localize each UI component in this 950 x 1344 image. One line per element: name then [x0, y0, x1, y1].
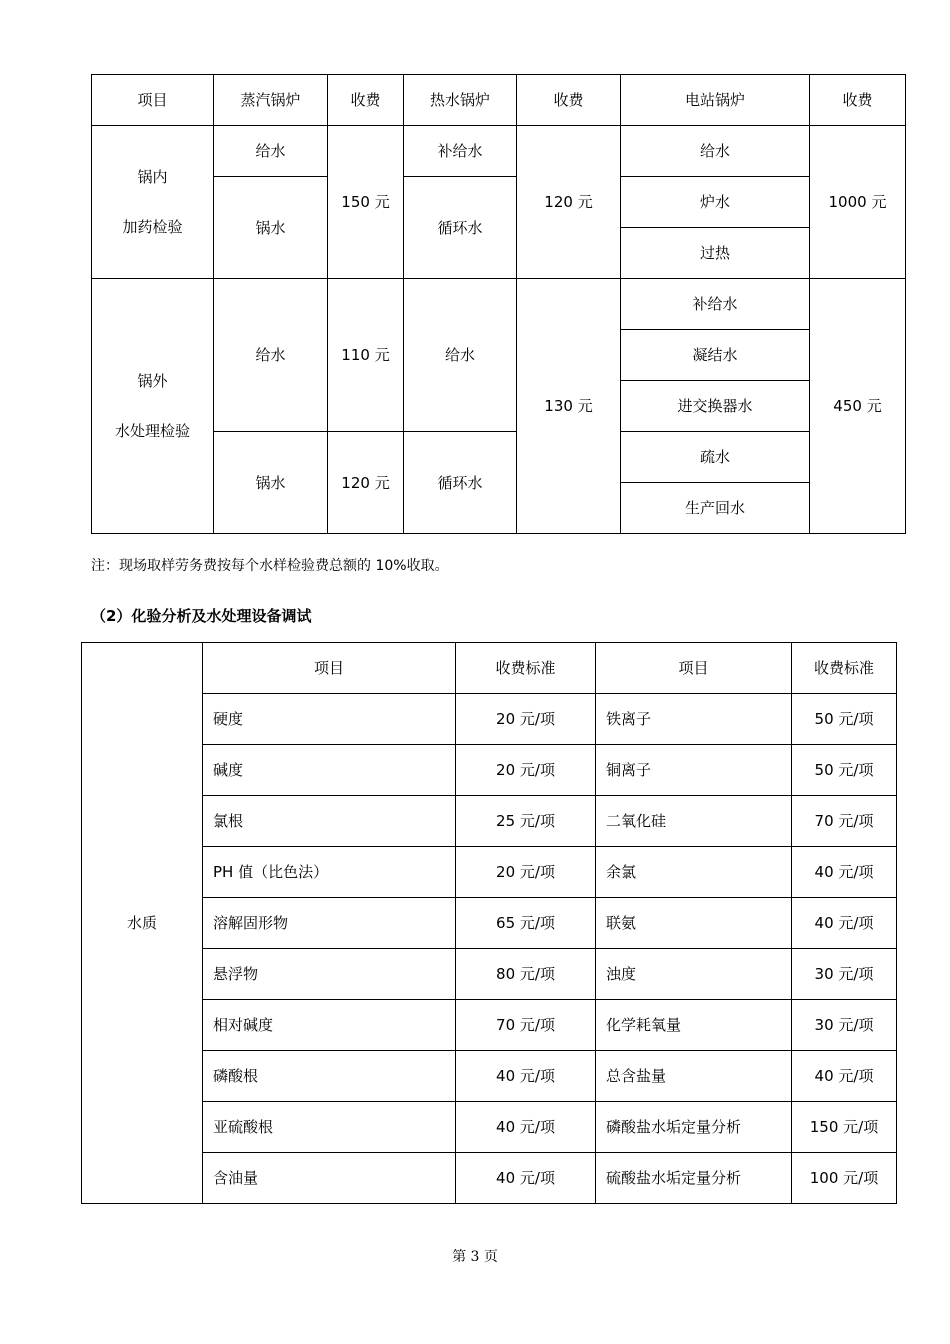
header-cell: 收费 [810, 75, 906, 126]
item-cell: PH 值（比色法） [203, 847, 456, 898]
table-row [92, 177, 906, 228]
water-quality-fee-table [81, 642, 897, 1204]
item-cell: 硫酸盐水垢定量分析 [596, 1153, 792, 1204]
fee-cell: 30 元/项 [792, 949, 897, 1000]
fee-cell: 20 元/项 [456, 847, 596, 898]
header-cell: 项目 [92, 75, 214, 126]
header-cell: 项目 [203, 643, 456, 694]
group-label-cell [92, 126, 214, 279]
steam-item-cell: 锅水 [214, 177, 328, 279]
item-cell: 碱度 [203, 745, 456, 796]
item-cell: 磷酸盐水垢定量分析 [596, 1102, 792, 1153]
table-header-row [82, 643, 897, 694]
item-cell: 浊度 [596, 949, 792, 1000]
table-row [82, 1000, 897, 1051]
category-cell: 水质 [82, 643, 203, 1204]
item-cell: 悬浮物 [203, 949, 456, 1000]
fee-cell: 30 元/项 [792, 1000, 897, 1051]
header-cell: 收费标准 [456, 643, 596, 694]
hot-item-cell: 循环水 [404, 432, 517, 534]
fee-cell: 70 元/项 [456, 1000, 596, 1051]
table-row [92, 279, 906, 330]
table-row [82, 1153, 897, 1204]
fee-cell: 20 元/项 [456, 745, 596, 796]
fee-cell: 40 元/项 [456, 1153, 596, 1204]
station-item-cell: 给水 [621, 126, 810, 177]
hot-item-cell: 给水 [404, 279, 517, 432]
page-number: 第 3 页 [452, 1249, 498, 1265]
table-row [82, 898, 897, 949]
table-header-row [92, 75, 906, 126]
table-row [82, 847, 897, 898]
steam-fee-cell: 110 元 [328, 279, 404, 432]
header-cell: 电站锅炉 [621, 75, 810, 126]
table-row [82, 1102, 897, 1153]
item-cell: 磷酸根 [203, 1051, 456, 1102]
header-cell: 蒸汽锅炉 [214, 75, 328, 126]
item-cell: 硬度 [203, 694, 456, 745]
station-item-cell: 过热 [621, 228, 810, 279]
fee-cell: 50 元/项 [792, 694, 897, 745]
item-cell: 氯根 [203, 796, 456, 847]
steam-item-cell: 给水 [214, 279, 328, 432]
station-fee-cell: 450 元 [810, 279, 906, 534]
fee-cell: 80 元/项 [456, 949, 596, 1000]
steam-fee-cell: 120 元 [328, 432, 404, 534]
item-cell: 二氧化硅 [596, 796, 792, 847]
hot-fee-cell: 130 元 [517, 279, 621, 534]
station-item-cell: 凝结水 [621, 330, 810, 381]
item-cell: 总含盐量 [596, 1051, 792, 1102]
steam-fee-cell: 150 元 [328, 126, 404, 279]
header-cell: 收费标准 [792, 643, 897, 694]
fee-cell: 25 元/项 [456, 796, 596, 847]
header-cell: 项目 [596, 643, 792, 694]
group-label-cell [92, 279, 214, 534]
table-row [92, 432, 906, 483]
table-row [82, 1051, 897, 1102]
fee-cell: 40 元/项 [792, 847, 897, 898]
station-item-cell: 疏水 [621, 432, 810, 483]
fee-cell: 20 元/项 [456, 694, 596, 745]
hot-item-cell: 补给水 [404, 126, 517, 177]
item-cell: 溶解固形物 [203, 898, 456, 949]
fee-cell: 40 元/项 [456, 1102, 596, 1153]
hot-fee-cell: 120 元 [517, 126, 621, 279]
fee-cell: 50 元/项 [792, 745, 897, 796]
sampling-fee-note: 注：现场取样劳务费按每个水样检验费总额的 10%收取。 [91, 558, 449, 574]
hot-item-cell: 循环水 [404, 177, 517, 279]
station-item-cell: 炉水 [621, 177, 810, 228]
section-title: （2）化验分析及水处理设备调试 [91, 607, 312, 625]
table-row [82, 949, 897, 1000]
fee-cell: 40 元/项 [792, 898, 897, 949]
item-cell: 余氯 [596, 847, 792, 898]
fee-cell: 100 元/项 [792, 1153, 897, 1204]
group-label-line: 锅内 [137, 168, 168, 186]
group-label-line: 水处理检验 [114, 422, 190, 440]
steam-item-cell: 给水 [214, 126, 328, 177]
item-cell: 铜离子 [596, 745, 792, 796]
item-cell: 相对碱度 [203, 1000, 456, 1051]
group-label-line: 锅外 [137, 372, 168, 390]
fee-cell: 65 元/项 [456, 898, 596, 949]
table-row [82, 694, 897, 745]
fee-cell: 40 元/项 [456, 1051, 596, 1102]
header-cell: 收费 [328, 75, 404, 126]
item-cell: 联氨 [596, 898, 792, 949]
boiler-fee-table [91, 74, 906, 534]
fee-cell: 40 元/项 [792, 1051, 897, 1102]
group-label-line: 加药检验 [122, 218, 183, 236]
fee-cell: 70 元/项 [792, 796, 897, 847]
header-cell: 热水锅炉 [404, 75, 517, 126]
item-cell: 铁离子 [596, 694, 792, 745]
steam-item-cell: 锅水 [214, 432, 328, 534]
fee-cell: 150 元/项 [792, 1102, 897, 1153]
table-row [82, 745, 897, 796]
item-cell: 含油量 [203, 1153, 456, 1204]
station-item-cell: 补给水 [621, 279, 810, 330]
station-fee-cell: 1000 元 [810, 126, 906, 279]
table-row [82, 796, 897, 847]
item-cell: 化学耗氧量 [596, 1000, 792, 1051]
table-row [92, 126, 906, 177]
station-item-cell: 生产回水 [621, 483, 810, 534]
header-cell: 收费 [517, 75, 621, 126]
item-cell: 亚硫酸根 [203, 1102, 456, 1153]
station-item-cell: 进交换器水 [621, 381, 810, 432]
